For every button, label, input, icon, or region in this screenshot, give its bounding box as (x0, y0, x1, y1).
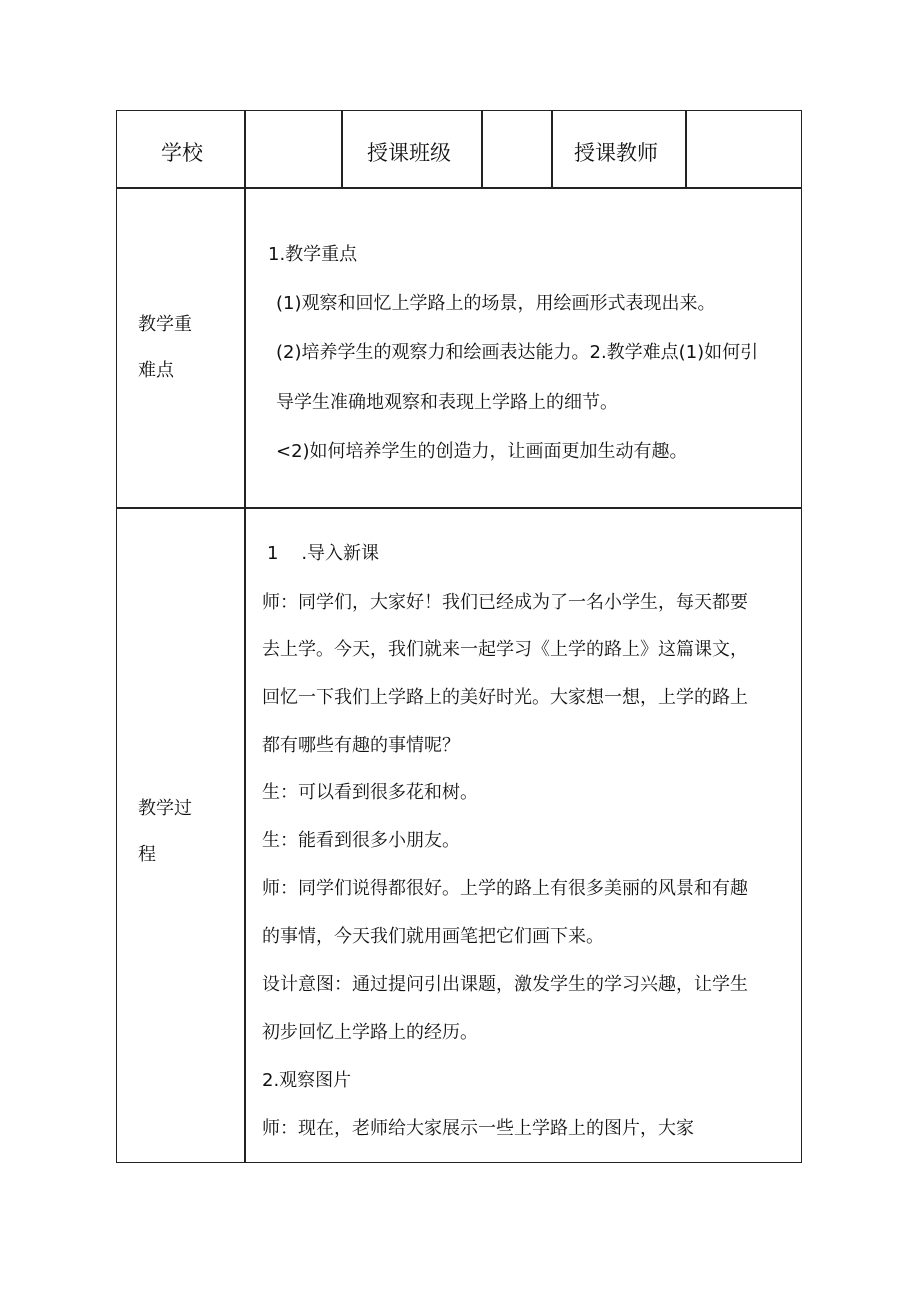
key-points-label (138, 302, 228, 394)
col-divider-1 (244, 111, 246, 1162)
process-line-1: 1 .导入新课 (267, 543, 380, 564)
process-line-5: 都有哪些有趣的事情呢？ (262, 735, 460, 756)
school-label: 学校 (161, 141, 203, 165)
key-points-line-3: (2)培养学生的观察力和绘画表达能力。2.教学难点(1)如何引 (276, 342, 759, 363)
process-line-2: 师：同学们，大家好！我们已经成为了一名小学生，每天都要 (262, 592, 748, 613)
process-line-12: 2.观察图片 (262, 1070, 352, 1091)
col-divider-3 (481, 111, 483, 187)
key-points-label-line-1: 教学重 (138, 314, 192, 335)
row-divider-header (117, 187, 801, 189)
process-line-4: 回忆一下我们上学路上的美好时光。大家想一想，上学的路上 (262, 687, 748, 708)
class-label: 授课班级 (367, 141, 451, 165)
teacher-label: 授课教师 (574, 141, 658, 165)
process-line-13: 师：现在，老师给大家展示一些上学路上的图片，大家 (262, 1118, 694, 1139)
process-label (138, 786, 228, 878)
process-label-line-1: 教学过 (138, 798, 192, 819)
process-line-8: 师：同学们说得都很好。上学的路上有很多美丽的风景和有趣 (262, 878, 748, 899)
key-points-label-line-2: 难点 (138, 360, 174, 381)
key-points-line-4: 导学生准确地观察和表现上学路上的细节。 (276, 392, 618, 413)
process-line-9: 的事情，今天我们就用画笔把它们画下来。 (262, 926, 604, 947)
col-divider-4 (551, 111, 553, 187)
process-line-6: 生：可以看到很多花和树。 (262, 782, 478, 803)
key-points-line-1: 1.教学重点 (268, 244, 358, 265)
col-divider-2 (341, 111, 343, 187)
process-line-10: 设计意图：通过提问引出课题，激发学生的学习兴趣，让学生 (262, 974, 748, 995)
key-points-line-5: <2)如何培养学生的创造力，让画面更加生动有趣。 (276, 441, 688, 462)
key-points-line-2: (1)观察和回忆上学路上的场景，用绘画形式表现出来。 (276, 293, 716, 314)
process-line-7: 生：能看到很多小朋友。 (262, 830, 460, 851)
lesson-plan-table (116, 110, 802, 1163)
process-line-3: 去上学。今天，我们就来一起学习《上学的路上》这篇课文， (262, 639, 748, 660)
col-divider-5 (685, 111, 687, 187)
row-divider-keypoints (117, 507, 801, 509)
process-label-line-2: 程 (138, 844, 156, 865)
process-line-11: 初步回忆上学路上的经历。 (262, 1022, 478, 1043)
